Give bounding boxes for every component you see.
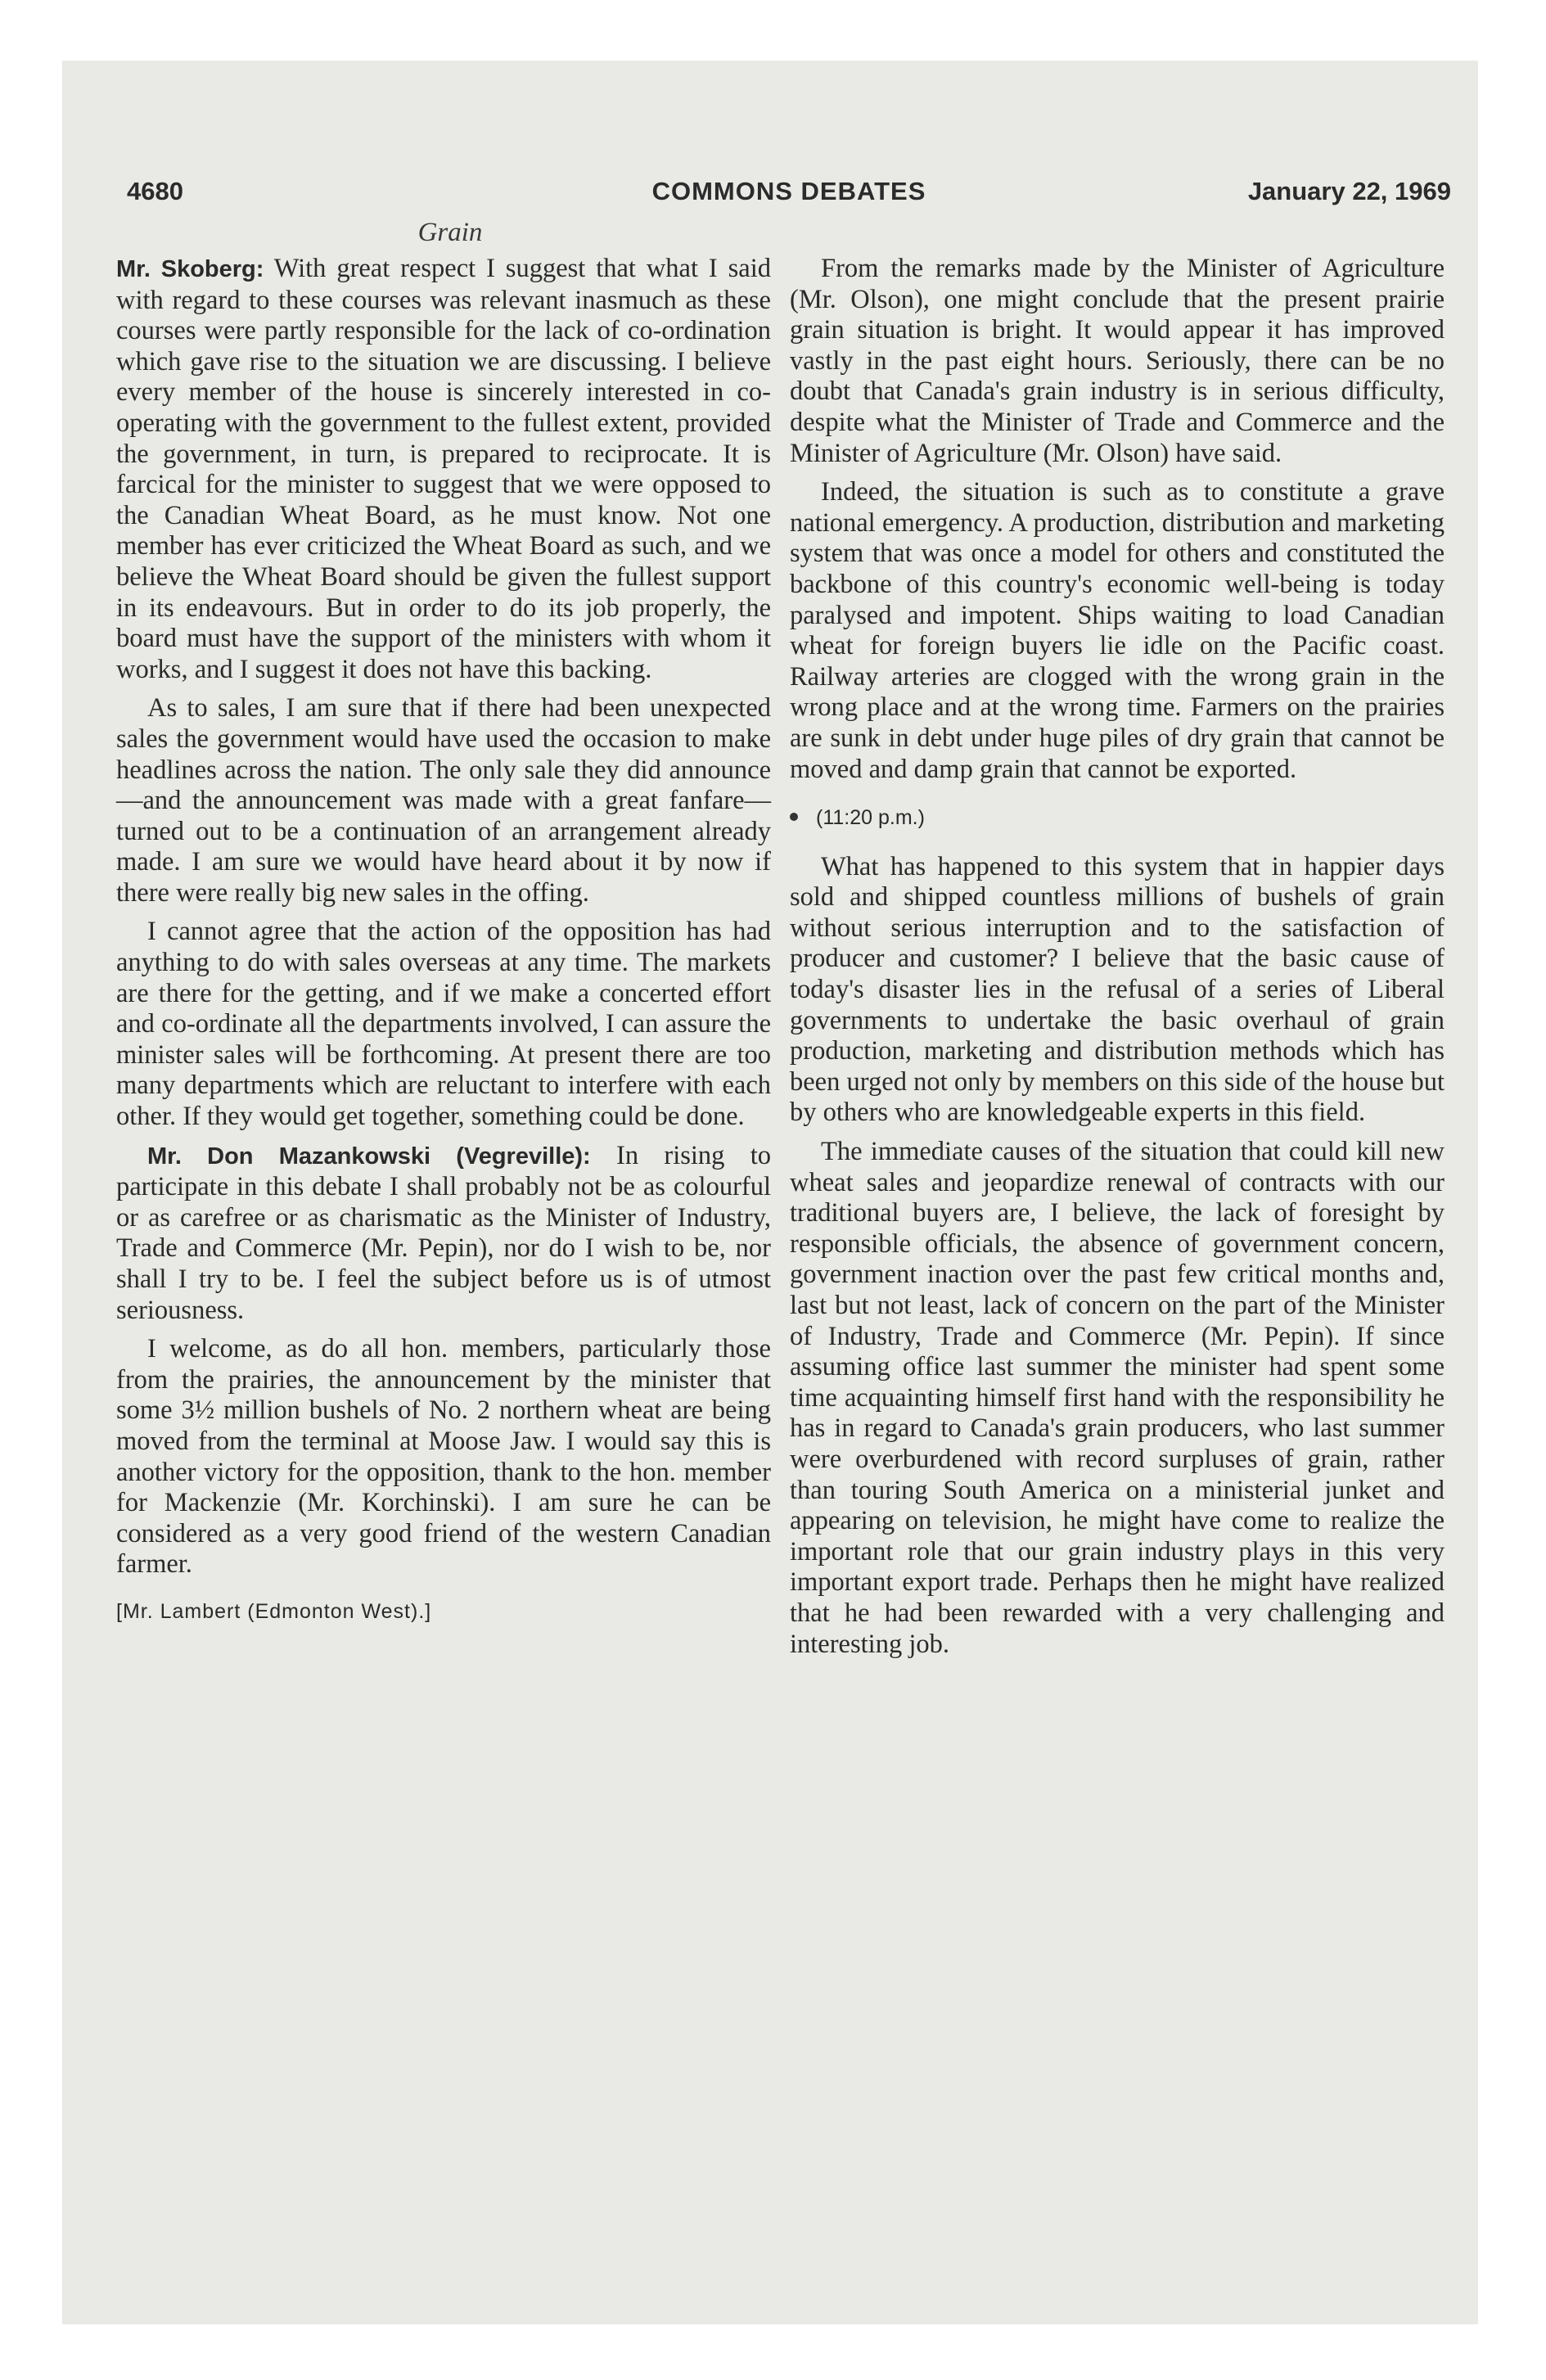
- paragraph-text: With great respect I suggest that what I said with regard to these courses was relevant inasmuch as these courses were partly responsible for the lack of co-ordination which gave rise to the situation we are discussing. I believe every member of the house is sincerely interested in co-operating with the government to the fullest extent, provided the government, in turn, is prepared to reciprocate. It is farcical for the minister to suggest that we were opposed to the Canadian Wheat Board, as he must know. Not one member has ever criticized the Wheat Board as such, and we believe the Wheat Board should be given the fullest support in its endeavours. But in order to do its job properly, the board must have the support of the ministers with whom it works, and I suggest it does not have this backing.: [116, 254, 771, 684]
- speaker-name: Mr. Skoberg:: [116, 256, 264, 282]
- time-text: (11:20 p.m.): [816, 806, 925, 830]
- paragraph: [116, 254, 771, 685]
- bullet-icon: [790, 813, 798, 821]
- running-header: [127, 177, 1451, 218]
- paragraph: What has happened to this system that in happier days sold and shipped countless millions of bushels of grain without serious interruption and to the satisfaction of producer and customer? I believe that the basic cause of today's disaster lies in the refusal of a series of Liberal governments to undertake the basic overhaul of grain production, marketing and distribution methods which has been urged not only by members on this side of the house but by others who are knowledgeable experts in this field.: [790, 851, 1445, 1128]
- speaker-footer-note: [Mr. Lambert (Edmonton West).]: [116, 1599, 432, 1623]
- paragraph: I welcome, as do all hon. members, particularly those from the prairies, the announcement by the minister that some 3½ million bushels of No. 2 northern wheat are being moved from the terminal at Moose Jaw. I would say this is another victory for the opposition, thank to the hon. member for Mackenzie (Mr. Korchinski). I am sure he can be considered as a very good friend of the western Canadian farmer.: [116, 1334, 771, 1580]
- speaker-name: Mr. Don Mazankowski (Vegreville):: [147, 1143, 591, 1170]
- page-number: 4680: [127, 177, 183, 205]
- paragraph-text: In rising to participate in this debate I shall probably not be as colourful or as carefree or as charismatic as the Minister of Industry, Trade and Commerce (Mr. Pepin), nor do I wish to be, nor shall I try to be. I feel the subject before us is of utmost seriousness.: [116, 1140, 772, 1325]
- paragraph: The immediate causes of the situation that could kill new wheat sales and jeopardize renewal of contracts with our traditional buyers are, I believe, the lack of foresight by responsible officials, the absence of government concern, government inaction over the past few critical months and, last but not least, lack of concern on the part of the Minister of Industry, Trade and Commerce (Mr. Pepin). If since assuming office last summer the minister had spent some time acquainting himself first hand with the responsibility he has in regard to Canada's grain producers, who last summer were overburdened with record surpluses of grain, rather than touring South America on a ministerial junket and appearing on television, he might have come to realize the important role that our grain industry plays in this very important export trade. Perhaps then he might have realized that he had been rewarded with a very challenging and interesting job.: [790, 1137, 1445, 1659]
- header-date: January 22, 1969: [1247, 177, 1451, 205]
- left-column: [116, 254, 771, 1628]
- paragraph: Indeed, the situation is such as to constitute a grave national emergency. A production, distribution and marketing system that was once a model for others and constituted the backbone of this country's economic well-being is today paralysed and impotent. Ships waiting to load Canadian wheat for foreign buyers lie idle on the Pacific coast. Railway arteries are clogged with the wrong grain in the wrong place and at the wrong time. Farmers on the prairies are sunk in debt under huge piles of dry grain that cannot be moved and damp grain that cannot be exported.: [790, 477, 1445, 784]
- publication-title: COMMONS DEBATES: [651, 177, 926, 205]
- paragraph: From the remarks made by the Minister of Agriculture (Mr. Olson), one might conclude that the present prairie grain situation is bright. It would appear it has improved vastly in the past eight hours. Seriously, there can be no doubt that Canada's grain industry is in serious difficulty, despite what the Minister of Trade and Commerce and the Minister of Agriculture (Mr. Olson) have said.: [790, 254, 1445, 468]
- paragraph: I cannot agree that the action of the opposition has had anything to do with sales overseas at any time. The markets are there for the getting, and if we make a concerted effort and co-ordinate all the departments involved, I can assure the minister sales will be forthcoming. At present there are too many departments which are reluctant to interfere with each other. If they would get together, something could be done.: [116, 917, 771, 1132]
- right-column: [790, 254, 1445, 1668]
- time-marker: [790, 803, 1445, 834]
- section-title: Grain: [417, 218, 483, 247]
- paragraph: [116, 1141, 771, 1327]
- paragraph: As to sales, I am sure that if there had been unexpected sales the government would have used the occasion to make headlines across the nation. The only sale they did announce—and the announcement was made with a great fanfare—turned out to be a continuation of an arrangement already made. I am sure we would have heard about it by now if there were really big new sales in the offing.: [116, 693, 771, 908]
